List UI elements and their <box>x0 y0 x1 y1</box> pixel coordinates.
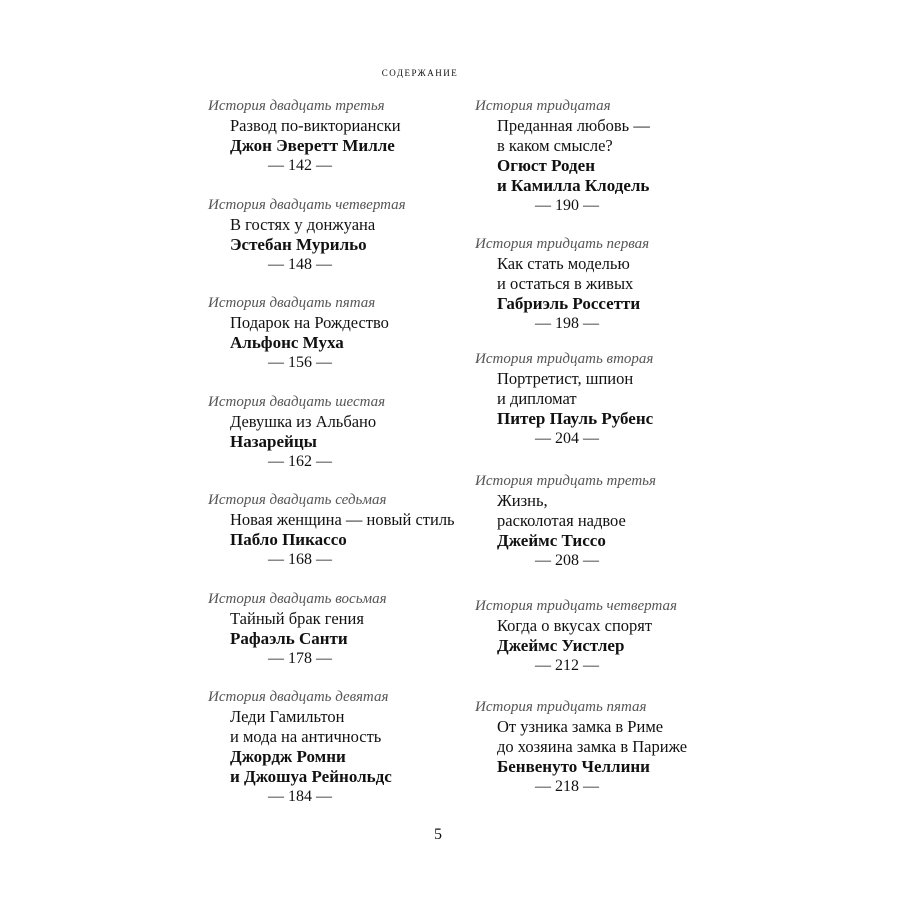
toc-entry[interactable] <box>208 293 468 392</box>
artist-name: Альфонс Муха <box>230 333 344 352</box>
story-title: Портретист, шпион <box>497 369 634 388</box>
story-number: История двадцать девятая <box>208 689 389 705</box>
artist-name: Бенвенуто Челлини <box>497 757 650 776</box>
artist-name: Джеймс Уистлер <box>497 636 625 655</box>
story-number: История двадцать пятая <box>208 295 376 311</box>
toc-entry[interactable] <box>208 687 468 807</box>
page-reference: — 142 — <box>268 157 332 174</box>
toc-entry[interactable] <box>208 195 468 294</box>
story-title: и дипломат <box>497 389 577 408</box>
story-title: до хозяина замка в Париже <box>497 737 688 756</box>
artist-name: Джеймс Тиссо <box>497 531 606 550</box>
story-number: История двадцать третья <box>208 98 385 114</box>
story-title: и мода на античность <box>230 727 382 746</box>
artist-name: и Камилла Клодель <box>497 176 650 195</box>
story-title: Преданная любовь — <box>497 116 650 135</box>
artist-name: Назарейцы <box>230 431 317 451</box>
story-title: В гостях у донжуана <box>230 214 376 234</box>
story-title: Тайный брак гения <box>230 608 364 628</box>
page-reference: — 168 — <box>268 551 332 568</box>
story-title: Когда о вкусах спорят <box>497 616 653 635</box>
story-title: Девушка из Альбано <box>230 411 377 431</box>
toc-column-right <box>475 96 735 817</box>
story-number: История тридцать четвертая <box>475 598 677 614</box>
artist-name: и Джошуа Рейнольдс <box>230 767 392 786</box>
story-title: в каком смысле? <box>497 136 613 155</box>
story-number: История двадцать шестая <box>208 393 386 410</box>
page-reference: — 218 — <box>535 778 599 795</box>
toc-entry[interactable] <box>208 96 468 195</box>
page-reference: — 190 — <box>535 197 599 214</box>
story-number: История двадцать восьмая <box>208 590 387 607</box>
page-reference: — 208 — <box>535 552 599 569</box>
story-number: История двадцать седьмая <box>208 492 387 508</box>
story-title: расколотая надвое <box>497 511 626 530</box>
artist-name: Джон Эверетт Милле <box>230 136 395 155</box>
page-reference: — 204 — <box>535 430 599 447</box>
running-head: содержание <box>381 64 459 79</box>
story-number: История тридцатая <box>475 98 611 114</box>
page-number: 5 <box>434 826 442 843</box>
page-reference: — 162 — <box>268 452 332 470</box>
toc-entry[interactable] <box>208 589 468 688</box>
toc-entry[interactable] <box>208 490 468 589</box>
artist-name: Габриэль Россетти <box>497 294 641 313</box>
page-reference: — 178 — <box>268 649 332 667</box>
artist-name: Пабло Пикассо <box>230 530 347 549</box>
story-title: Леди Гамильтон <box>230 707 345 726</box>
artist-name: Питер Пауль Рубенс <box>497 409 654 428</box>
story-number: История тридцать первая <box>475 236 650 252</box>
story-title: Жизнь, <box>497 491 548 510</box>
story-title: Подарок на Рождество <box>230 313 389 332</box>
artist-name: Джордж Ромни <box>230 747 346 766</box>
toc-entry[interactable] <box>475 234 735 349</box>
page-reference: — 184 — <box>268 788 332 805</box>
artist-name: Эстебан Мурильо <box>230 234 367 254</box>
story-number: История тридцать вторая <box>475 351 654 367</box>
page-reference: — 148 — <box>268 255 332 273</box>
story-title: Развод по-викториански <box>230 116 401 135</box>
story-title: Новая женщина — новый стиль <box>230 510 455 529</box>
toc-entry[interactable] <box>475 96 735 234</box>
toc-column-left <box>208 96 468 807</box>
page-reference: — 198 — <box>535 315 599 332</box>
toc-entry[interactable] <box>475 697 735 817</box>
story-number: История двадцать четвертая <box>208 196 406 213</box>
story-number: История тридцать пятая <box>475 699 647 715</box>
story-number: История тридцать третья <box>475 473 656 489</box>
artist-name: Рафаэль Санти <box>230 628 348 648</box>
toc-entry[interactable] <box>475 349 735 471</box>
toc-entry[interactable] <box>475 596 735 697</box>
story-title: и остаться в живых <box>497 274 634 293</box>
story-title: Как стать моделью <box>497 254 630 273</box>
toc-entry[interactable] <box>475 471 735 596</box>
toc-entry[interactable] <box>208 392 468 491</box>
story-title: От узника замка в Риме <box>497 717 664 736</box>
page-reference: — 156 — <box>268 354 332 371</box>
artist-name: Огюст Роден <box>497 156 595 175</box>
page-reference: — 212 — <box>535 657 599 674</box>
